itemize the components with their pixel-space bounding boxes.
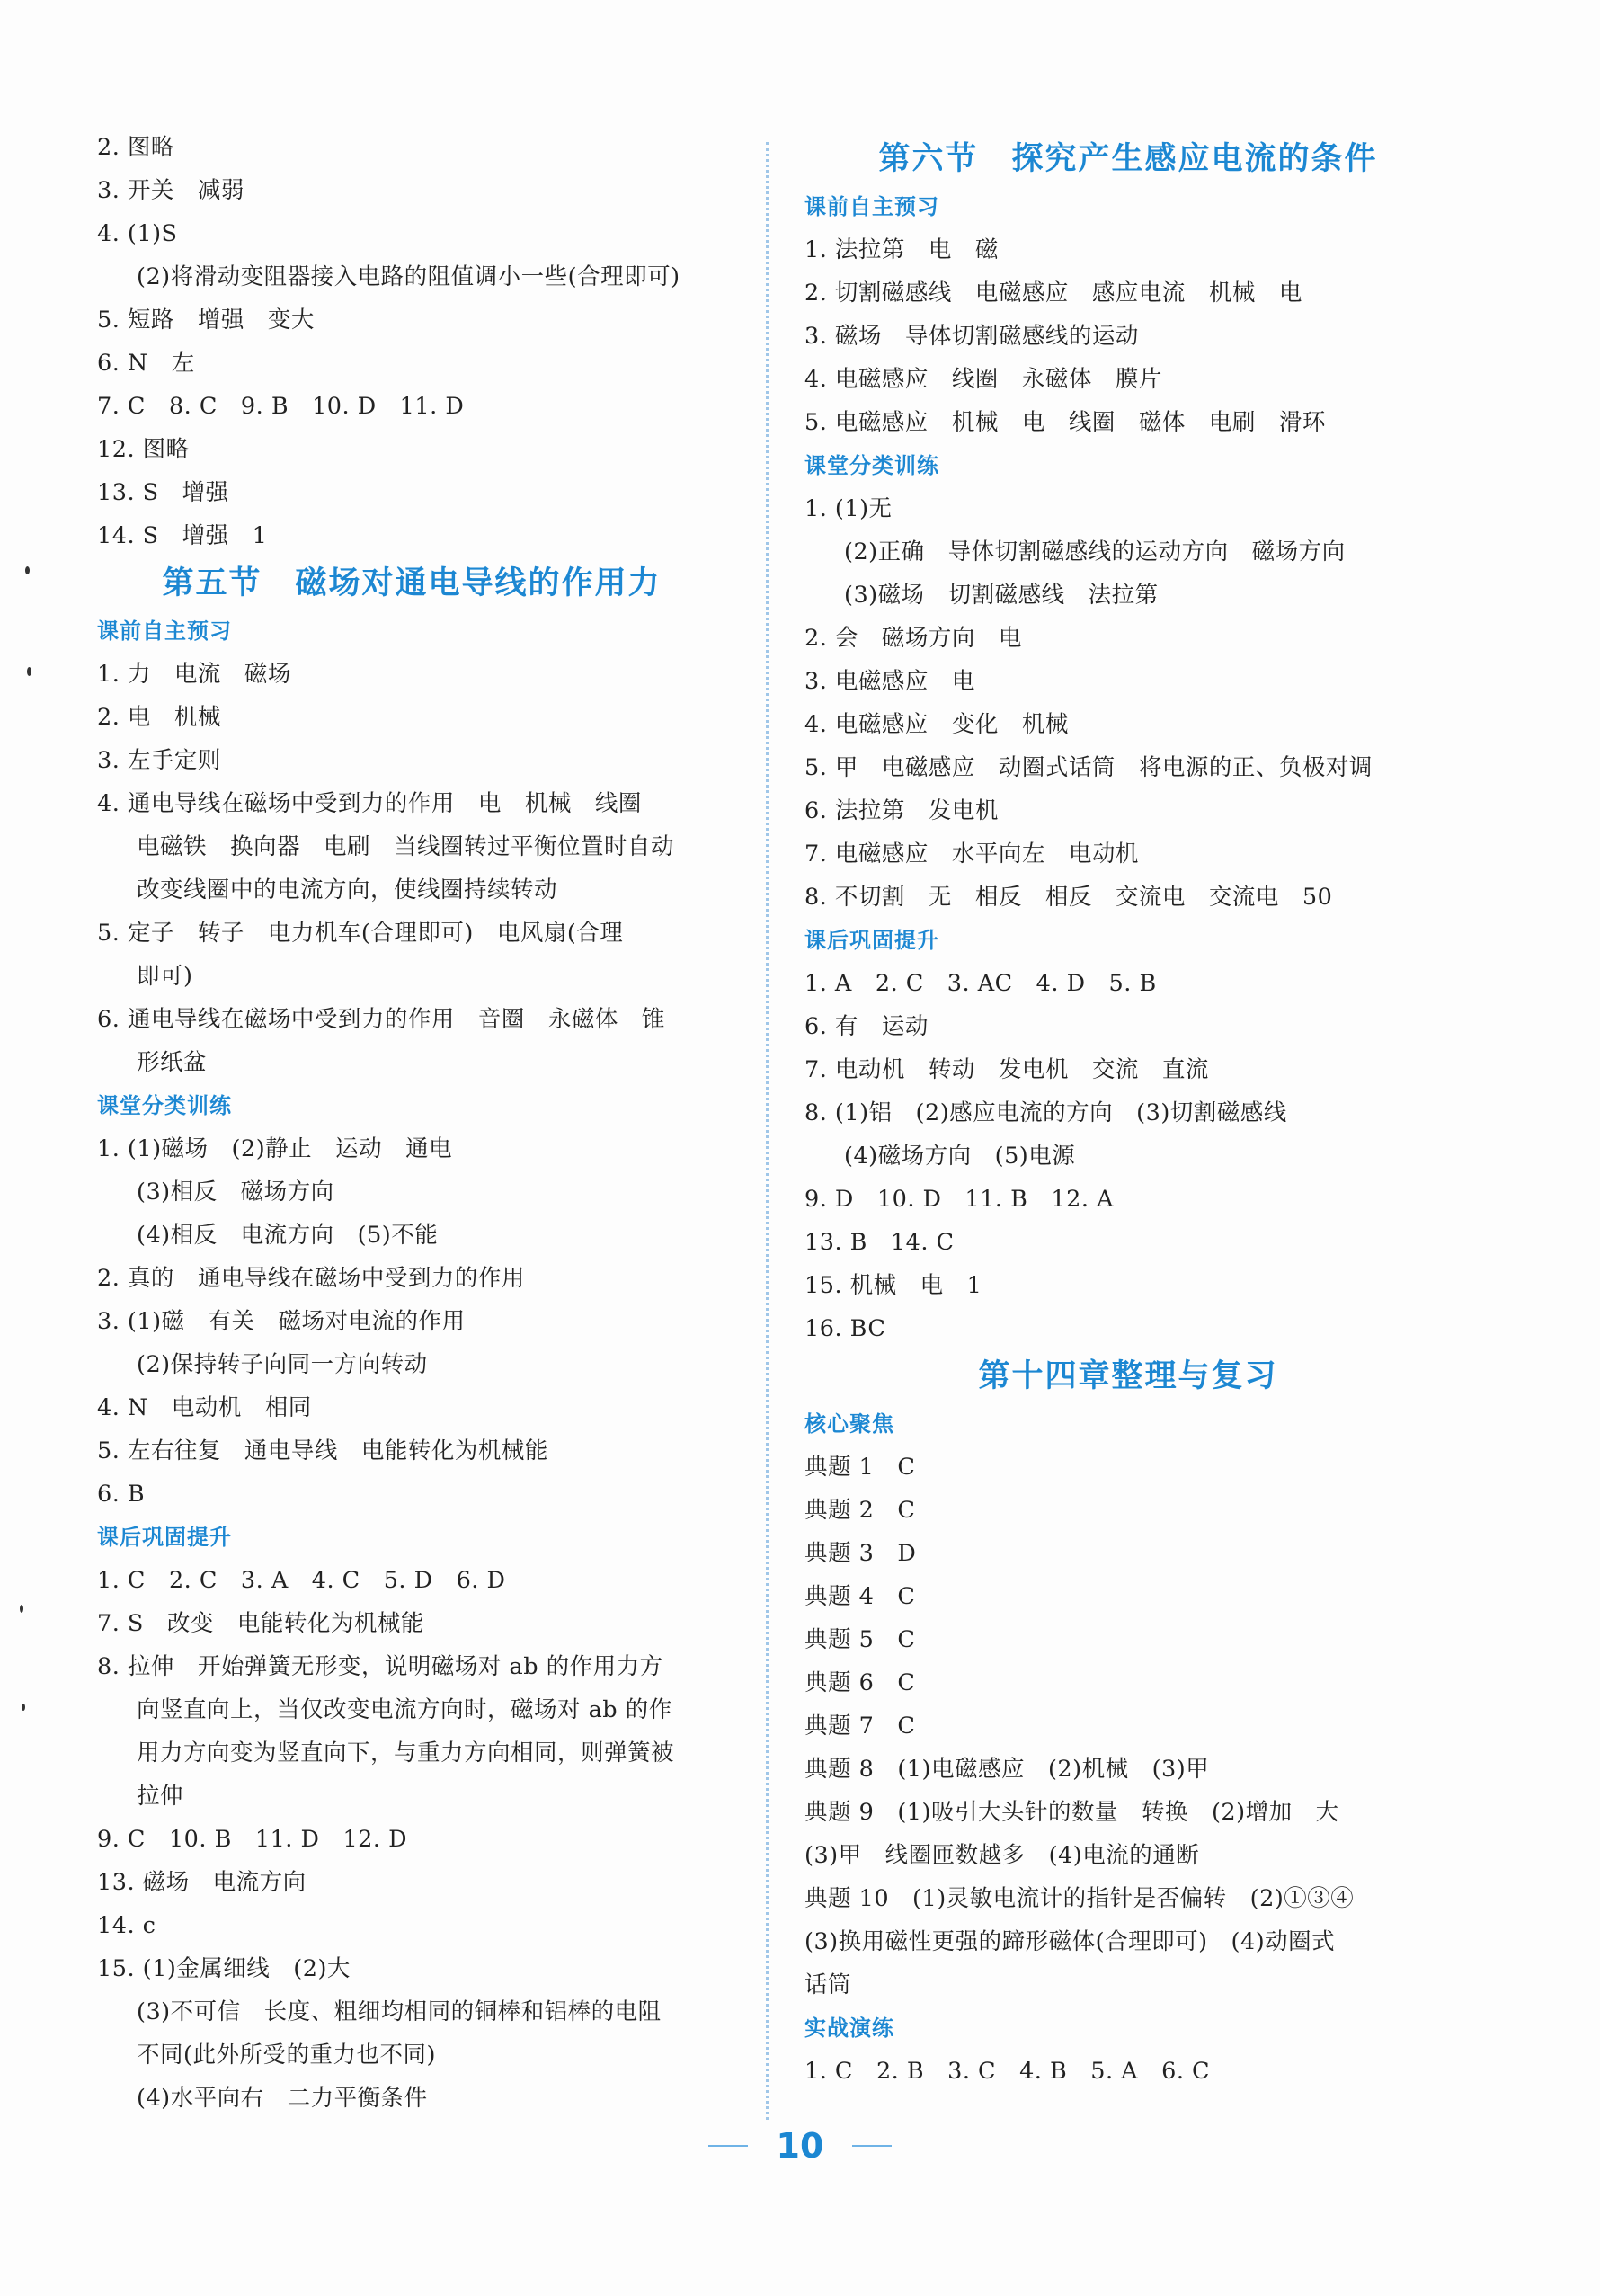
answer-line: 15. (1)金属细线 (2)大 [97,1955,351,1982]
answer-line: 4. (1)S [97,220,178,247]
practice-heading: 实战演练 [804,2016,894,2041]
scan-speck [25,566,30,574]
answer-line: 3. (1)磁 有关 磁场对电流的作用 [97,1308,466,1335]
right-column [804,133,1452,2093]
answer-line: 6. 有 运动 [804,1013,929,1040]
answer-line: 典题 3 D [804,1540,917,1567]
footer-dash-right [852,2145,892,2147]
preview-heading-right: 课前自主预习 [804,194,939,219]
answer-line: 3. 左手定则 [97,747,221,774]
page-number: 10 [776,2126,824,2166]
answer-line: (4)水平向右 二力平衡条件 [137,2085,428,2112]
answer-line: 形纸盆 [137,1049,208,1076]
left-after-answers [97,1559,726,2120]
right-classroom-answers [804,487,1452,919]
left-top-answers [97,126,726,557]
core-answers [804,1446,1452,2007]
answer-line: 1. 法拉第 电 磁 [804,236,999,263]
answer-line: 3. 电磁感应 电 [804,668,975,695]
classroom-heading-left: 课堂分类训练 [97,1093,232,1118]
section5-title: 第五节 磁场对通电导线的作用力 [162,565,662,601]
answer-line: 12. 图略 [97,436,190,463]
answer-line: 典题 10 (1)灵敏电流计的指针是否偏转 (2)①③④ [804,1885,1355,1912]
answer-line: 话筒 [804,1971,852,1998]
scan-speck [27,667,31,676]
answer-line: 14. S 增强 1 [97,522,268,549]
answer-line: (4)磁场方向 (5)电源 [844,1143,1076,1170]
answer-line: (3)磁场 切割磁感线 法拉第 [844,582,1159,609]
answer-line: 3. 磁场 导体切割磁感线的运动 [804,323,1139,350]
answer-line: 4. 通电导线在磁场中受到力的作用 电 机械 线圈 [97,790,642,817]
right-preview-answers [804,228,1452,444]
answer-line: 电磁铁 换向器 电刷 当线圈转过平衡位置时自动 [137,833,675,860]
answer-line: 6. B [97,1481,146,1508]
answer-line: 拉伸 [137,1783,184,1810]
answer-line: 1. A 2. C 3. AC 4. D 5. B [804,970,1157,997]
answer-line: (2)正确 导体切割磁感线的运动方向 磁场方向 [844,538,1346,565]
scan-speck [20,1605,23,1613]
answer-line: 典题 6 C [804,1669,916,1696]
column-divider [766,142,769,2120]
answer-line: 2. 会 磁场方向 电 [804,625,1022,652]
answer-line: 典题 2 C [804,1497,916,1524]
page-footer [0,2126,1600,2166]
after-heading-left: 课后巩固提升 [97,1525,232,1550]
practice-answers [804,2050,1452,2093]
left-column [97,126,726,2120]
answer-line: 典题 7 C [804,1713,916,1740]
right-after-answers [804,962,1452,1350]
answer-line: 典题 1 C [804,1454,916,1481]
answer-line: 典题 9 (1)吸引大头针的数量 转换 (2)增加 大 [804,1799,1339,1826]
after-heading-right: 课后巩固提升 [804,928,939,953]
answer-line: (3)换用磁性更强的蹄形磁体(合理即可) (4)动圈式 [804,1928,1336,1955]
answer-line: 8. 不切割 无 相反 相反 交流电 交流电 50 [804,884,1333,911]
answer-line: 4. N 电动机 相同 [97,1394,312,1421]
answer-line: 改变线圈中的电流方向，使线圈持续转动 [137,877,558,903]
answer-line: 1. (1)磁场 (2)静止 运动 通电 [97,1135,453,1162]
left-preview-answers [97,653,726,1084]
answer-line: 不同(此外所受的重力也不同) [137,2042,436,2069]
chapter-review-title: 第十四章整理与复习 [978,1358,1278,1394]
answer-line: 5. 短路 增强 变大 [97,307,315,334]
answer-line: (3)相反 磁场方向 [137,1179,334,1206]
answer-line: 6. 法拉第 发电机 [804,797,999,824]
answer-line: 2. 切割磁感线 电磁感应 感应电流 机械 电 [804,280,1302,307]
answer-line: 4. 电磁感应 线圈 永磁体 膜片 [804,366,1162,393]
answer-line: 1. C 2. C 3. A 4. C 5. D 6. D [97,1567,506,1594]
answer-line: 1. (1)无 [804,495,893,522]
answer-line: 13. S 增强 [97,479,229,506]
answer-line: 典题 5 C [804,1626,916,1653]
answer-line: (4)相反 电流方向 (5)不能 [137,1222,439,1249]
answer-line: 8. 拉伸 开始弹簧无形变，说明磁场对 ab 的作用力方 [97,1653,663,1680]
preview-heading-left: 课前自主预习 [97,618,232,644]
answer-line: 即可) [137,963,193,990]
classroom-heading-right: 课堂分类训练 [804,453,939,478]
answer-line: (3)不可信 长度、粗细均相同的铜棒和铝棒的电阻 [137,1998,662,2025]
answer-line: 5. 左右往复 通电导线 电能转化为机械能 [97,1437,548,1464]
answer-line: 15. 机械 电 1 [804,1272,982,1299]
answer-line: 用力方向变为竖直向下，与重力方向相同，则弹簧被 [137,1740,675,1766]
answer-line: 5. 甲 电磁感应 动圈式话筒 将电源的正、负极对调 [804,754,1373,781]
answer-line: 7. 电动机 转动 发电机 交流 直流 [804,1056,1209,1083]
answer-line: 6. N 左 [97,350,195,377]
answer-line: 6. 通电导线在磁场中受到力的作用 音圈 永磁体 锥 [97,1006,665,1033]
answer-line: 8. (1)铝 (2)感应电流的方向 (3)切割磁感线 [804,1099,1287,1126]
answer-line: 1. C 2. B 3. C 4. B 5. A 6. C [804,2058,1211,2085]
section6-title: 第六节 探究产生感应电流的条件 [878,141,1378,177]
answer-line: 13. B 14. C [804,1229,955,1256]
answer-line: 14. c [97,1912,156,1939]
answer-line: 7. S 改变 电能转化为机械能 [97,1610,424,1637]
answer-line: 向竖直向上，当仅改变电流方向时，磁场对 ab 的作 [137,1696,672,1723]
answer-line: 5. 定子 转子 电力机车(合理即可) 电风扇(合理 [97,920,624,947]
answer-line: 5. 电磁感应 机械 电 线圈 磁体 电刷 滑环 [804,409,1326,436]
answer-line: 2. 电 机械 [97,704,221,731]
answer-line: 7. 电磁感应 水平向左 电动机 [804,841,1139,868]
answer-line: 1. 力 电流 磁场 [97,661,291,688]
core-heading: 核心聚焦 [804,1411,894,1437]
answer-line: 3. 开关 减弱 [97,177,244,204]
answer-line: 典题 8 (1)电磁感应 (2)机械 (3)甲 [804,1756,1210,1783]
answer-line: (2)将滑动变阻器接入电路的阻值调小一些(合理即可) [137,263,680,290]
answer-line: 典题 4 C [804,1583,916,1610]
answer-line: (2)保持转子向同一方向转动 [137,1351,428,1378]
footer-dash-left [708,2145,748,2147]
answer-line: (3)甲 线圈匝数越多 (4)电流的通断 [804,1842,1200,1869]
answer-line: 4. 电磁感应 变化 机械 [804,711,1069,738]
answer-line: 16. BC [804,1315,886,1342]
answer-line: 2. 图略 [97,134,174,161]
scan-speck [22,1704,25,1711]
left-classroom-answers [97,1127,726,1516]
answer-line: 13. 磁场 电流方向 [97,1869,307,1896]
answer-line: 9. D 10. D 11. B 12. A [804,1186,1114,1213]
answer-line: 2. 真的 通电导线在磁场中受到力的作用 [97,1265,525,1292]
answer-line: 7. C 8. C 9. B 10. D 11. D [97,393,465,420]
answer-line: 9. C 10. B 11. D 12. D [97,1826,408,1853]
